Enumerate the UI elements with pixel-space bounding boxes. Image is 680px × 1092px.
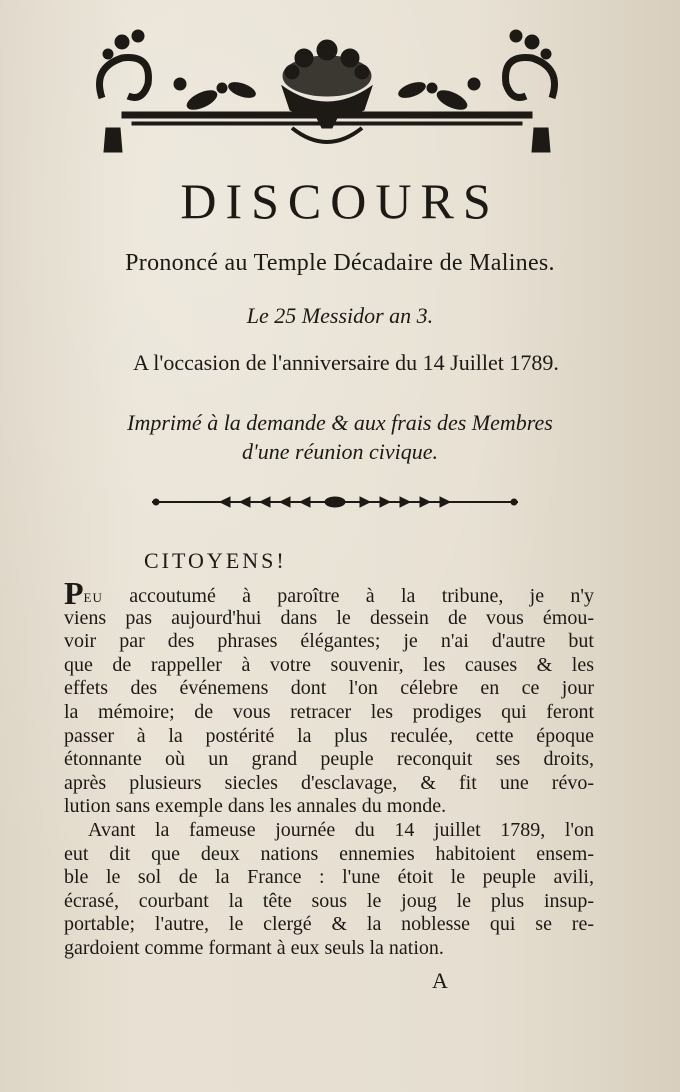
body-line (64, 575, 595, 611)
decorative-rule (150, 492, 520, 512)
document-subtitle: Prononcé au Temple Décadaire de Malines. (125, 250, 555, 276)
body-line: eut dit que deux nations ennemies habitoient ensem- (64, 842, 594, 865)
drop-cap-rest: EU (83, 590, 103, 605)
imprint-note (60, 408, 620, 466)
body-line: voir par des phrases élégantes; je n'ai d'autre but (64, 630, 594, 653)
discourse-body (64, 575, 595, 961)
body-line: viens pas aujourd'hui dans le dessein de vous émou- (64, 606, 594, 629)
body-line: effets des événemens dont l'on célebre en ce jour (64, 677, 594, 700)
body-line: écrasé, courbant la tête sous le joug le plus insup- (64, 889, 594, 912)
body-line: Avant la fameuse journée du 14 juillet 1789, l'on (88, 818, 594, 841)
salutation-heading: CITOYENS! (144, 548, 287, 573)
signature-mark: A (432, 968, 448, 993)
body-line-1-text: accoutumé à paroître à la tribune, je n'y (129, 585, 595, 607)
floral-ornament-headpiece (92, 28, 562, 156)
document-date: Le 25 Messidor an 3. (246, 303, 434, 328)
body-line: étonnante où un grand peuple reconquit ses droits, (64, 748, 594, 771)
document-title: DISCOURS (180, 173, 500, 229)
imprint-line-1: Imprimé à la demande & aux frais des Membres (127, 410, 553, 435)
body-line: lution sans exemple dans les annales du monde. (64, 795, 447, 818)
body-line: ble le sol de la France : l'une étoit le peuple avili, (64, 866, 594, 889)
body-line: que de rappeller à votre souvenir, les causes & les (64, 653, 594, 676)
document-occasion: A l'occasion de l'anniversaire du 14 Juillet 1789. (133, 350, 559, 375)
imprint-line-2: d'une réunion civique. (242, 439, 438, 464)
body-line: portable; l'autre, le clergé & la noblesse qui se re- (64, 913, 594, 936)
drop-cap: P (64, 575, 84, 611)
body-line: après plusieurs siecles d'esclavage, & fit une révo- (64, 771, 594, 794)
body-line: gardoient comme formant à eux seuls la nation. (64, 936, 444, 959)
body-line: la mémoire; de vous retracer les prodiges qui feront (64, 700, 594, 723)
body-line: passer à la postérité la plus reculée, cette époque (64, 724, 594, 747)
